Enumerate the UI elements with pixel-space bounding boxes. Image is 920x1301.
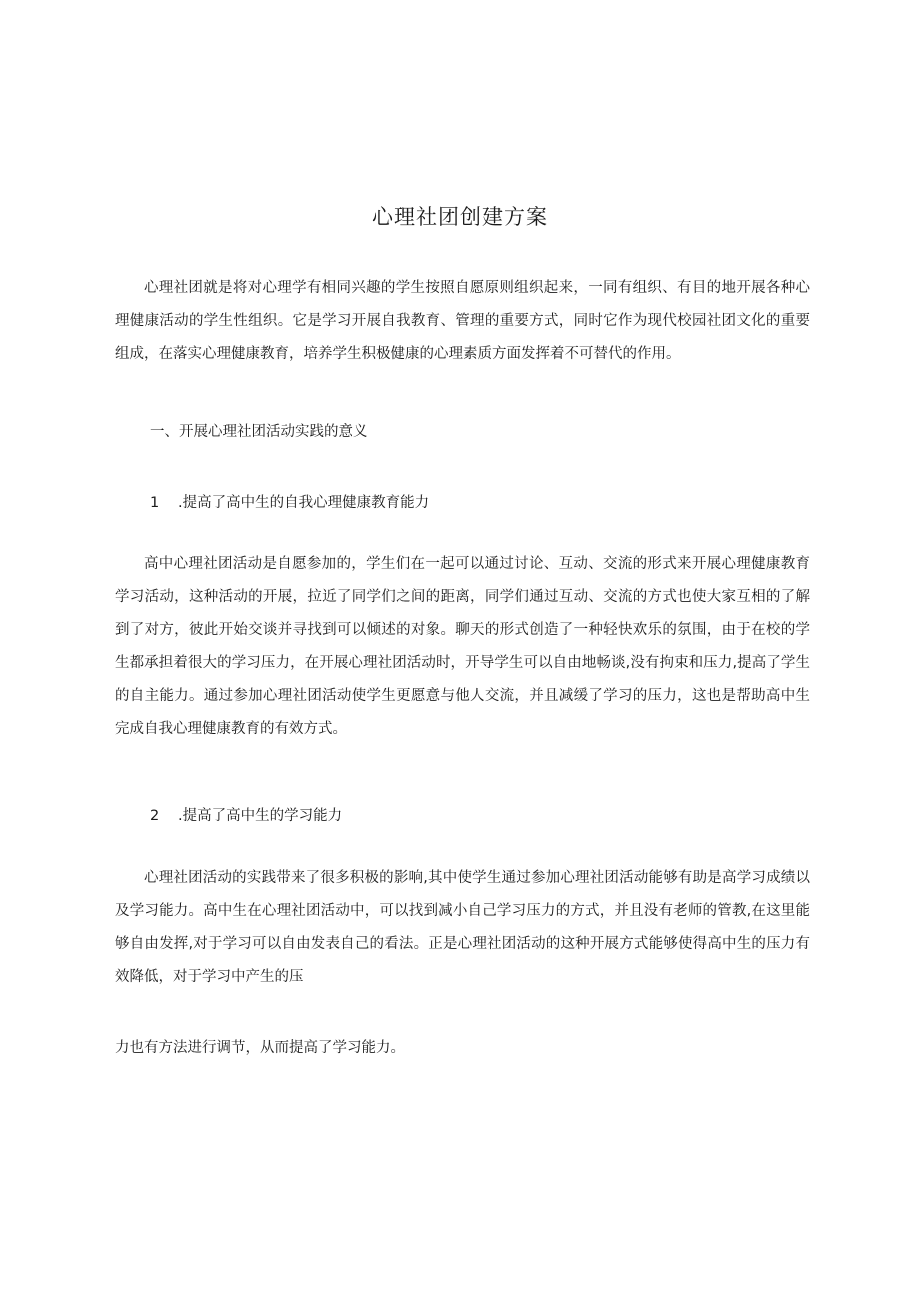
subsection-2-title: .提高了高中生的学习能力 — [178, 808, 343, 824]
subsection-2-number: 2 — [150, 808, 160, 824]
subsection-1-number: 1 — [150, 495, 160, 511]
document-title: 心理社团创建方案 — [372, 205, 548, 229]
subsection-1-title: .提高了高中生的自我心理健康教育能力 — [178, 495, 430, 511]
subsection-2-body: 心理社团活动的实践带来了很多积极的影响,其中使学生通过参加心理社团活动能够有助是高学习成绩以及学习能力。高中生在心理社团活动中，可以找到减小自己学习压力的方式，并且没有老师的管教,在这里能够自由发挥,对于学习可以自由发表自己的看法。正是心理社团活动的这种开展方式能够使得高中生的压力有效降低，对于学习中产生的压 — [115, 870, 810, 985]
subsection-2-heading — [150, 800, 342, 833]
section-1-heading: 一、开展心理社团活动实践的意义 — [150, 424, 368, 440]
subsection-1-body: 高中心理社团活动是自愿参加的，学生们在一起可以通过讨论、互动、交流的形式来开展心理健康教育学习活动，这种活动的开展，拉近了同学们之间的距离，同学们通过互动、交流的方式也使大家互相的了解到了对方，彼此开始交谈并寻找到可以倾述的对象。聊天的形式创造了一种轻快欢乐的氛围，由于在校的学生都承担着很大的学习压力，在开展心理社团活动时，开导学生可以自由地畅谈,没有拘束和压力,提高了学生的自主能力。通过参加心理社团活动使学生更愿意与他人交流，并且减缓了学习的压力，这也是帮助高中生完成自我心理健康教育的有效方式。 — [115, 556, 810, 737]
intro-paragraph: 心理社团就是将对心理学有相同兴趣的学生按照自愿原则组织起来，一同有组织、有目的地开展各种心理健康活动的学生性组织。它是学习开展自我教育、管理的重要方式，同时它作为现代校园社团文化的重要组成，在落实心理健康教育，培养学生积极健康的心理素质方面发挥着不可替代的作用。 — [115, 280, 810, 362]
subsection-2-continuation: 力也有方法进行调节，从而提高了学习能力。 — [115, 1040, 405, 1056]
subsection-1-heading — [150, 487, 429, 520]
